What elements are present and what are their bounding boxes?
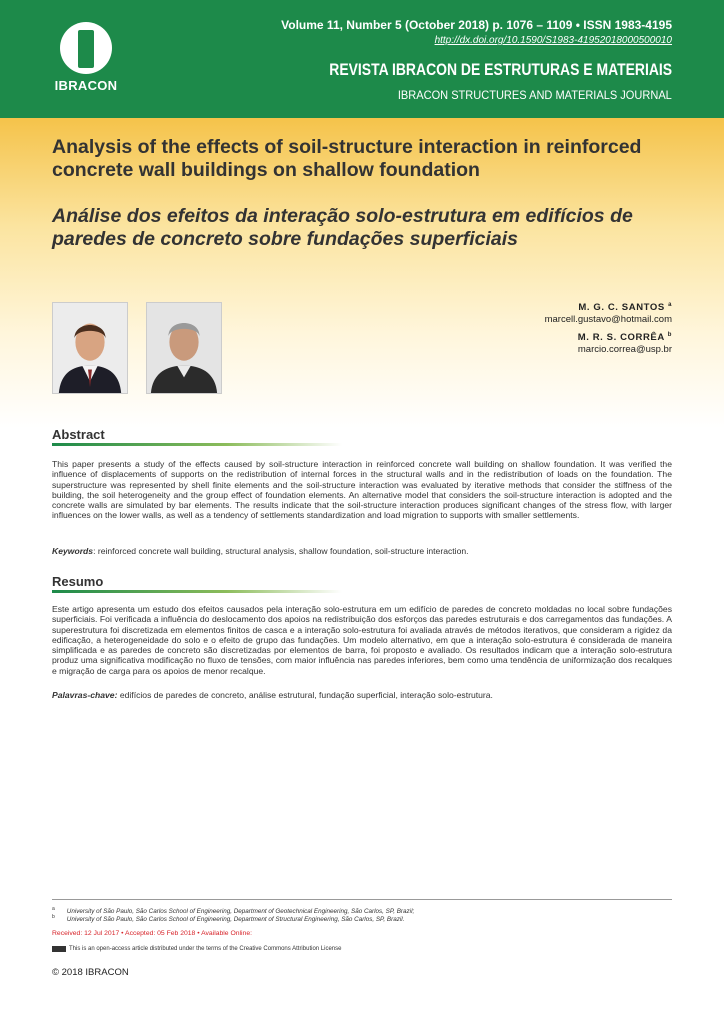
footer-divider: [52, 899, 672, 900]
author-2-name: M. R. S. CORRÊA $^b$: [577, 332, 672, 344]
license-note: [52, 946, 341, 952]
author-photo-2: [146, 302, 222, 394]
publication-dates: Received: 12 Jul 2017 • Accepted: 05 Feb 2018 • Available Online:: [52, 930, 252, 937]
doi-link[interactable]: http://dx.doi.org/10.1590/S1983-41952018000500010: [434, 35, 672, 46]
keywords-pt: Palavras-chave: edifícios de paredes de concreto, análise estrutural, fundação superficial, interação solo-estrutura.: [52, 690, 493, 700]
logo-text: IBRACON: [54, 78, 118, 93]
author-2-email[interactable]: marcio.correa@usp.br: [577, 344, 672, 356]
paper-title-pt: Análise dos efeitos da interação solo-estrutura em edifícios de paredes de concreto sobre fundações superficiais: [52, 205, 633, 250]
abstract-divider: [52, 443, 342, 446]
abstract-text: This paper presents a study of the effects caused by soil-structure interaction in reinforced concrete wall building on shallow foundation. It was verified the influence of displacements of supports on the redistribution of internal forces in the structural walls and in the redistribution of loads on the foundation. The superstructure was represented by shell finite elements and the soil-structure interaction was evaluated by iterative methods that consider the stiffness of the building, the soil heterogeneity and the group effect of foundation elements. An alternative model that considers the soil-structure interaction is adopted and the concrete walls are simulated by bar elements. The results indicate that the soil-structure interaction produces significant changes of the stress flow, with larger influences on the lower walls, as well as a tendency of settlements standardization and load migration to supports with smaller settlements.: [52, 459, 672, 521]
journal-header: [0, 0, 724, 118]
author-2: [578, 332, 672, 355]
author-1-name: M. G. C. SANTOS $^a$: [578, 302, 672, 314]
license-text: This is an open-access article distributed under the terms of the Creative Commons Attribution License: [69, 946, 342, 952]
resumo-divider: [52, 590, 342, 593]
copyright: © 2018 IBRACON: [52, 967, 129, 978]
paper-title-en: Analysis of the effects of soil-structure interaction in reinforced concrete wall buildings on shallow foundation: [52, 136, 642, 181]
author-photo-1: [52, 302, 128, 394]
author-1-email[interactable]: marcell.gustavo@hotmail.com: [544, 314, 672, 326]
creative-commons-icon[interactable]: [52, 946, 66, 952]
abstract-heading: Abstract: [52, 427, 105, 442]
affiliation-b: $^b$ University of São Paulo, São Carlos School of Engineering, Department of Structural Engineering, São Carlos, SP, Brazil.: [52, 914, 405, 924]
ibracon-logo: [48, 22, 124, 96]
volume-info: Volume 11, Number 5 (October 2018) p. 1076 – 1109 • ISSN 1983-4195: [281, 18, 672, 32]
keywords-en: Keywords: reinforced concrete wall building, structural analysis, shallow foundation, soil-structure interaction.: [52, 546, 469, 556]
journal-name-pt: REVISTA IBRACON DE ESTRUTURAS E MATERIAIS: [329, 60, 672, 79]
resumo-heading: Resumo: [52, 574, 104, 589]
author-1: [545, 302, 672, 325]
logo-bar-icon: [78, 30, 94, 68]
journal-name-en: IBRACON STRUCTURES AND MATERIALS JOURNAL: [397, 88, 672, 102]
resumo-text: Este artigo apresenta um estudo dos efeitos causados pela interação solo-estrutura em um edifício de paredes de concreto moldadas no local sobre fundações superficiais. Foi verificada a influência do deslocamento dos apoios na redistribuição dos esforços das paredes estruturais e dos carregamentos das fundações. A superestrutura foi discretizada em elementos finitos de casca e a interação solo-estrutura foi avaliada através de métodos iterativos, que consideram a rigidez da edificação, a heterogeneidade do solo e o efeito de grupo das fundações. Um modelo alternativo, em que a interação solo-estrutura é considerada de maneira simplificada e as paredes de concreto são discretizadas por elementos de barra, foi proposto e avaliado. Os resultados indicam que a interação solo-estrutura produz uma significativa modificação no fluxo de tensões, com maior influência nas paredes inferiores, bem como uma tendência de uniformização dos recalques e migração de carga para os apoios de menor recalque.: [52, 604, 672, 676]
affiliation-a: $^a$ University of São Paulo, São Carlos School of Engineering, Department of Geotechnical Engineering, São Carlos, SP, Brazil;: [52, 906, 415, 916]
